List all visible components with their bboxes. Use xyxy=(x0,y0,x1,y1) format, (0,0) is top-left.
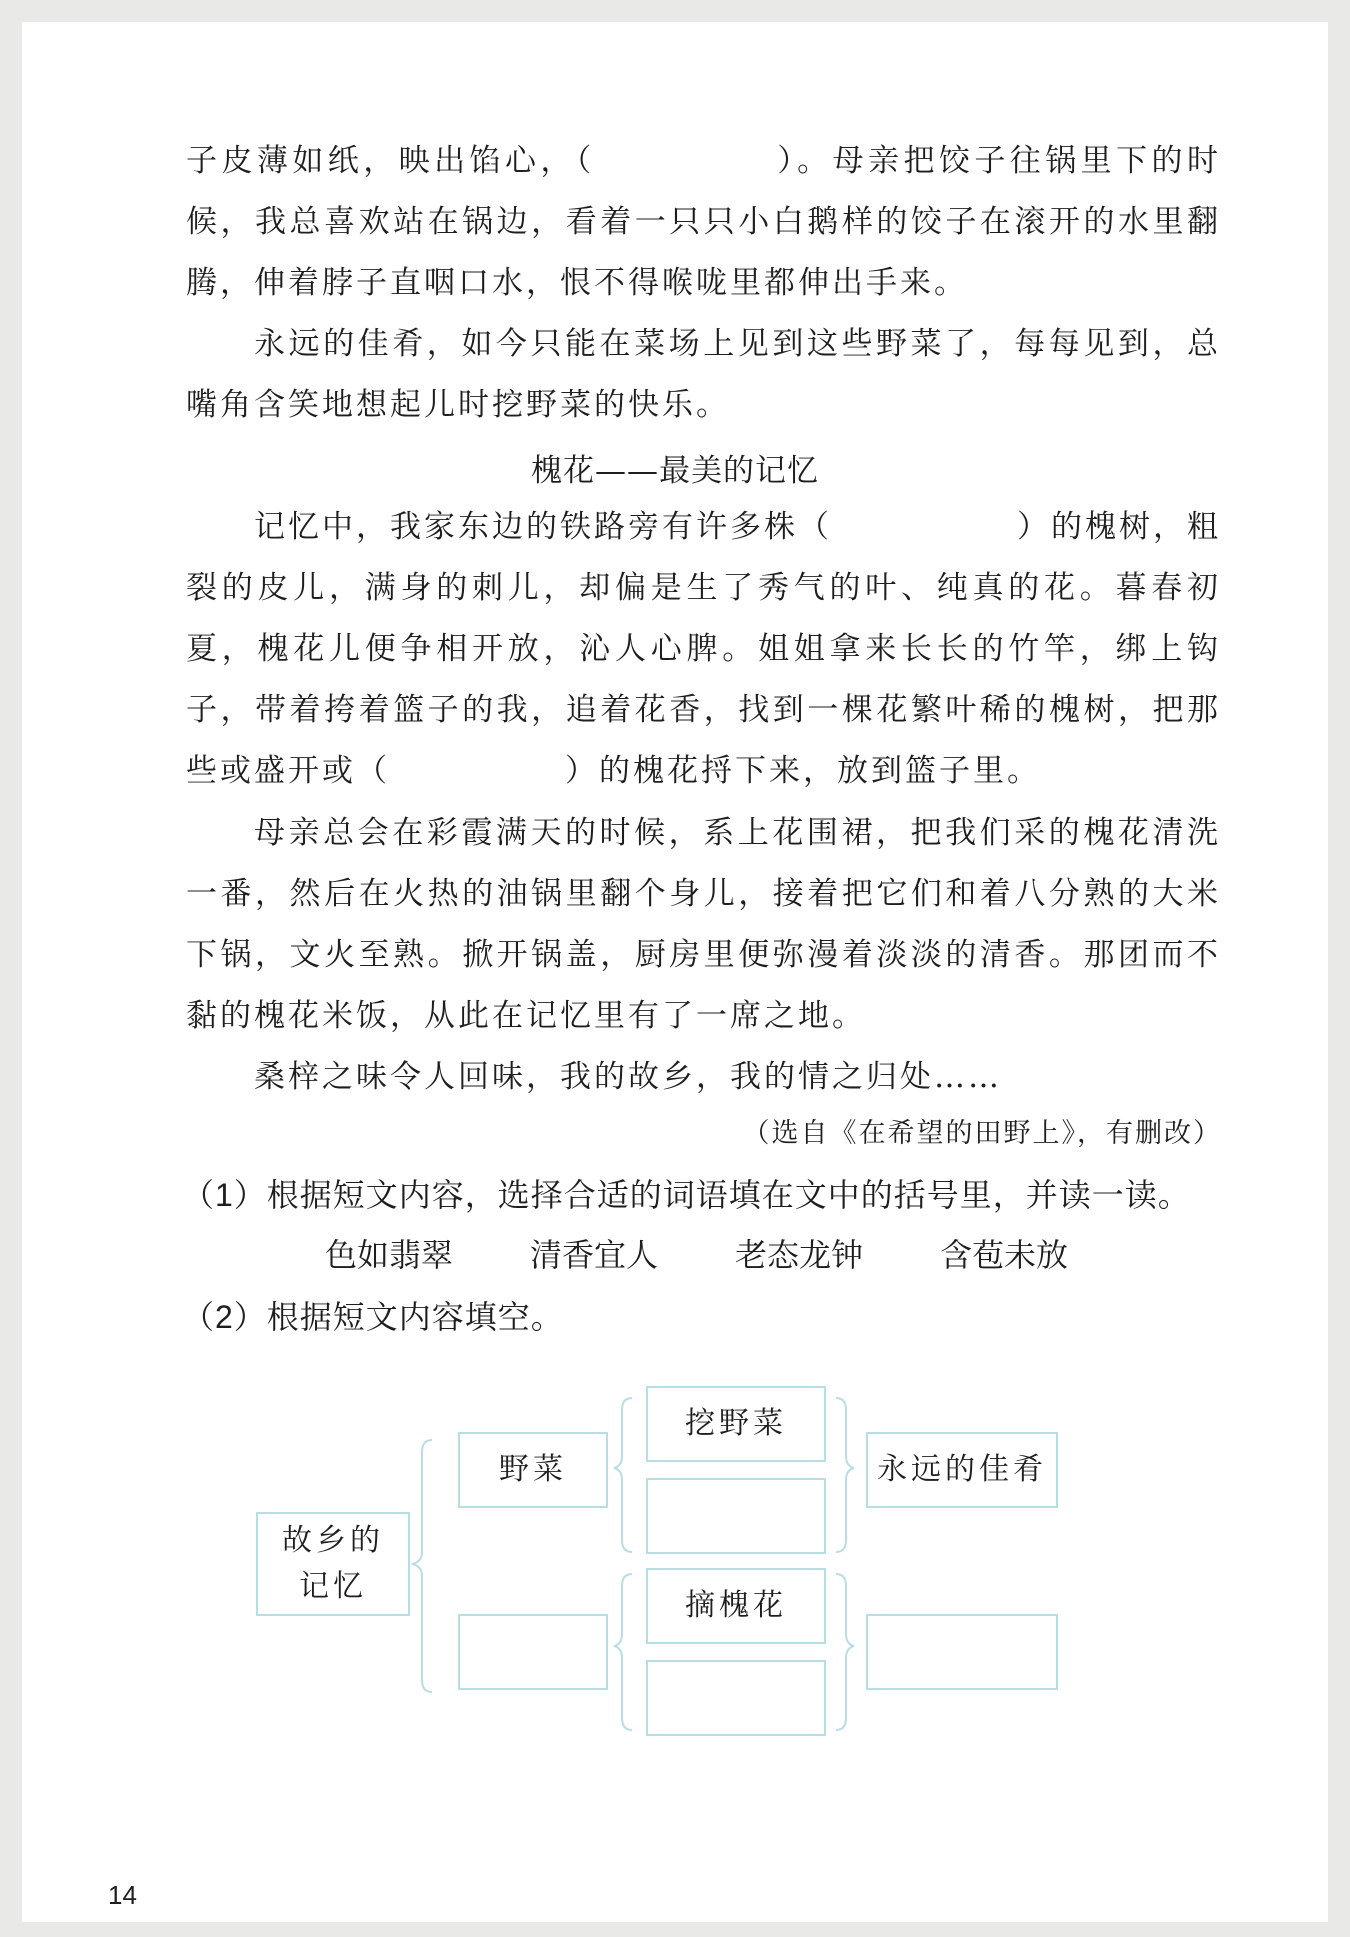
word-option[interactable]: 含苞未放 xyxy=(940,1237,1069,1273)
source-citation: （选自《在希望的田野上》，有删改） xyxy=(742,1118,1222,1149)
word-option[interactable]: 老态龙钟 xyxy=(735,1237,864,1273)
diagram-right-label: 永远的佳肴 xyxy=(877,1452,1047,1487)
page-number: 14 xyxy=(108,1880,137,1910)
diagram-root-label: 故乡的记忆 xyxy=(282,1523,384,1604)
section-heading: 槐花——最美的记忆 xyxy=(531,453,819,489)
paragraph-closing: 桑梓之味令人回味，我的故乡，我的情之归处…… xyxy=(254,1059,1002,1095)
diagram-branch-top-box xyxy=(458,1432,608,1508)
text-segment: 记忆中，我家东边的铁路旁有许多株（ xyxy=(254,509,832,545)
paragraph-wild-vegetables: 永远的佳肴，如今只能在菜场上见到这些野菜了，每每见到，总嘴角含笑地想起儿时挖野菜的快乐。 xyxy=(186,326,1221,423)
diagram-right-top-box xyxy=(866,1432,1058,1508)
diagram-root-box xyxy=(256,1512,410,1616)
diagram-right-bottom-box[interactable] xyxy=(866,1614,1058,1690)
paragraph-dumplings xyxy=(186,131,1221,314)
word-option[interactable]: 色如翡翠 xyxy=(325,1237,454,1273)
text-segment: ）。母亲把饺子往锅里下的时候，我总喜欢站在锅边，看着一只只小白鹅样的饺子在滚开的水里翻腾，伸着脖子直咽口水，恨不得喉咙里都伸出手来。 xyxy=(186,143,1221,301)
diagram-mid-box xyxy=(646,1568,826,1644)
word-option[interactable]: 清香宜人 xyxy=(530,1237,659,1273)
text-segment: ）的槐花捋下来，放到篮子里。 xyxy=(565,753,1041,789)
diagram-mid-blank-box[interactable] xyxy=(646,1660,826,1736)
question-2: （2）根据短文内容填空。 xyxy=(182,1299,564,1335)
text-segment: 子皮薄如纸，映出馅心，（ xyxy=(186,143,596,179)
question-1: （1）根据短文内容，选择合适的词语填在文中的括号里，并读一读。 xyxy=(182,1177,1191,1213)
diagram-branch-bottom-box[interactable] xyxy=(458,1614,608,1690)
paragraph-locust-rice: 母亲总会在彩霞满天的时候，系上花围裙，把我们采的槐花清洗一番，然后在火热的油锅里翻个身儿，接着把它们和着八分熟的大米下锅，文火至熟。掀开锅盖，厨房里便弥漫着淡淡的清香。那团而不黏的槐花米饭，从此在记忆里有了一席之地。 xyxy=(186,815,1221,1034)
diagram-mid-blank-box[interactable] xyxy=(646,1478,826,1554)
paragraph-locust-trees xyxy=(186,497,1221,802)
diagram-mid-label: 摘槐花 xyxy=(685,1588,787,1623)
diagram-mid-box xyxy=(646,1386,826,1462)
text-segment: ）的槐树，粗裂的皮儿，满身的刺儿，却偏是生了秀气的叶、纯真的花。暮春初夏，槐花儿便争相开放，沁人心脾。姐姐拿来长长的竹竿，绑上钩子，带着挎着篮子的我，追着花香，找到一棵花繁叶稀的槐树，把那些或盛开或（ xyxy=(186,509,1221,789)
diagram-mid-label: 挖野菜 xyxy=(685,1406,787,1441)
diagram-branch-label: 野菜 xyxy=(499,1452,567,1487)
